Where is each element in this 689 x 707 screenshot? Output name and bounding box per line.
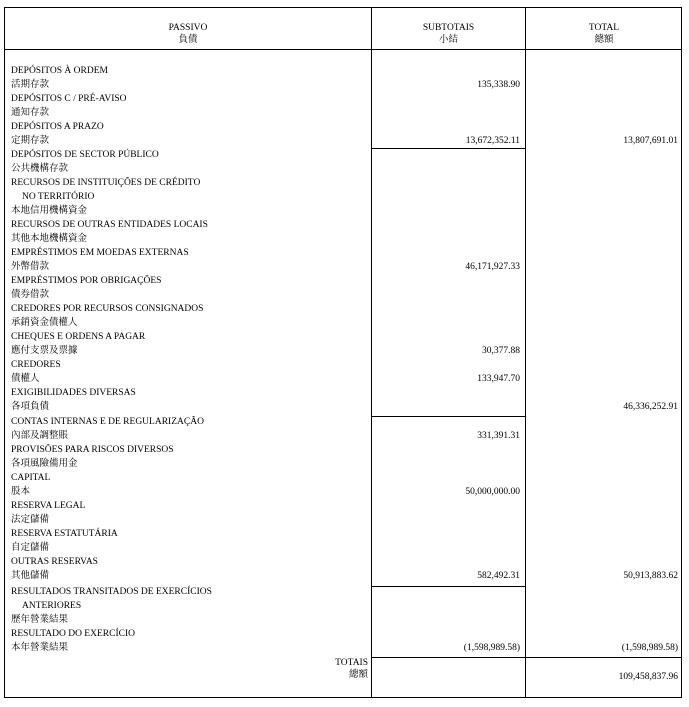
line-label: 其他本地機構資金 bbox=[11, 234, 88, 244]
line-label: RESERVA ESTATUTÁRIA bbox=[11, 529, 118, 539]
line-label: 公共機構存款 bbox=[11, 164, 69, 174]
total-value: 13,807,691.01 bbox=[623, 136, 678, 146]
line-label: RESERVA LEGAL bbox=[11, 501, 86, 511]
line-label: 承銷資金債權人 bbox=[11, 318, 78, 328]
subtotal-value: 135,338.90 bbox=[477, 80, 520, 90]
line-label: 通知存款 bbox=[11, 108, 50, 118]
line-label: DEPÓSITOS C / PRÉ-AVISO bbox=[11, 94, 127, 104]
line-label: EMPRÉSTIMOS POR OBRIGAÇÕES bbox=[11, 276, 162, 286]
line-label: CONTAS INTERNAS E DE REGULARIZAÇÃO bbox=[11, 417, 204, 427]
line-label: NO TERRITÓRIO bbox=[22, 192, 95, 202]
subtotal-value: 46,171,927.33 bbox=[465, 262, 520, 272]
subtotal-rule-deposits bbox=[371, 148, 525, 149]
header-total-zh: 總額 bbox=[594, 35, 614, 45]
line-label: 應付支票及票據 bbox=[11, 346, 78, 356]
line-label: EMPRÉSTIMOS EM MOEDAS EXTERNAS bbox=[11, 248, 189, 258]
total-value: 50,913,883.62 bbox=[623, 571, 678, 581]
subtotal-value: 13,672,352.11 bbox=[465, 136, 520, 146]
line-label: 各項負債 bbox=[11, 402, 50, 412]
header-passivo bbox=[5, 22, 371, 46]
total-value: (1,598,989.58) bbox=[621, 643, 678, 653]
subtotal-value: 133,947.70 bbox=[477, 374, 520, 384]
totals-rule bbox=[371, 657, 682, 658]
header-rule bbox=[4, 49, 682, 50]
line-label: RECURSOS DE INSTITUIÇÕES DE CRÉDITO bbox=[11, 178, 201, 188]
line-label: 歷年營業結果 bbox=[11, 615, 69, 625]
header-subtotais bbox=[372, 22, 525, 46]
line-label: 本年營業結果 bbox=[11, 643, 69, 653]
header-passivo-pt: PASSIVO bbox=[168, 23, 208, 33]
header-total bbox=[526, 22, 682, 46]
header-passivo-zh: 負債 bbox=[178, 35, 198, 45]
line-label: EXIGIBILIDADES DIVERSAS bbox=[11, 388, 136, 398]
line-label: 本地信用機構資金 bbox=[11, 206, 88, 216]
line-label: CREDORES bbox=[11, 360, 61, 370]
line-label: RECURSOS DE OUTRAS ENTIDADES LOCAIS bbox=[11, 220, 208, 230]
line-label: CREDORES POR RECURSOS CONSIGNADOS bbox=[11, 304, 204, 314]
subtotal-rule-exigibilidades bbox=[371, 416, 525, 417]
line-label: OUTRAS RESERVAS bbox=[11, 557, 98, 567]
line-label: RESULTADOS TRANSITADOS DE EXERCÍCIOS bbox=[11, 587, 212, 597]
line-label: DEPÓSITOS DE SECTOR PÚBLICO bbox=[11, 150, 159, 160]
line-label: 各項風險備用金 bbox=[11, 459, 78, 469]
line-label: 法定儲備 bbox=[11, 515, 50, 525]
line-label: 外幣借款 bbox=[11, 262, 50, 272]
grand-total-label-zh: 總額 bbox=[348, 670, 368, 680]
line-label: 股本 bbox=[11, 487, 31, 497]
line-label: 活期存款 bbox=[11, 80, 50, 90]
line-label: 定期存款 bbox=[11, 136, 50, 146]
grand-total-label-pt: TOTAIS bbox=[335, 658, 368, 668]
column-divider-2 bbox=[525, 7, 526, 698]
subtotal-value: (1,598,989.58) bbox=[463, 643, 520, 653]
line-label: DEPÓSITOS À ORDEM bbox=[11, 66, 108, 76]
line-label: 債權人 bbox=[11, 374, 40, 384]
grand-total-value: 109,458,837.96 bbox=[618, 672, 678, 682]
subtotal-value: 50,000,000.00 bbox=[465, 487, 520, 497]
line-label: 自定儲備 bbox=[11, 543, 50, 553]
line-label: ANTERIORES bbox=[22, 601, 82, 611]
header-subtotais-zh: 小結 bbox=[438, 35, 458, 45]
header-total-pt: TOTAL bbox=[588, 23, 620, 33]
line-label: 債券借款 bbox=[11, 290, 50, 300]
total-value: 46,336,252.91 bbox=[623, 402, 678, 412]
subtotal-value: 582,492.31 bbox=[477, 571, 520, 581]
line-label: 其他儲備 bbox=[11, 571, 50, 581]
grand-total-label bbox=[300, 657, 368, 681]
header-subtotais-pt: SUBTOTAIS bbox=[422, 23, 475, 33]
subtotal-rule-reservas bbox=[371, 586, 525, 587]
line-label: RESULTADO DO EXERCÍCIO bbox=[11, 629, 135, 639]
line-label: CAPITAL bbox=[11, 473, 51, 483]
line-label: DEPÓSITOS A PRAZO bbox=[11, 122, 104, 132]
subtotal-value: 331,391.31 bbox=[477, 431, 520, 441]
line-label: CHEQUES E ORDENS A PAGAR bbox=[11, 332, 146, 342]
line-label: 內部及調整賬 bbox=[11, 431, 69, 441]
subtotal-value: 30,377.88 bbox=[482, 346, 520, 356]
line-label: PROVISÕES PARA RISCOS DIVERSOS bbox=[11, 445, 174, 455]
